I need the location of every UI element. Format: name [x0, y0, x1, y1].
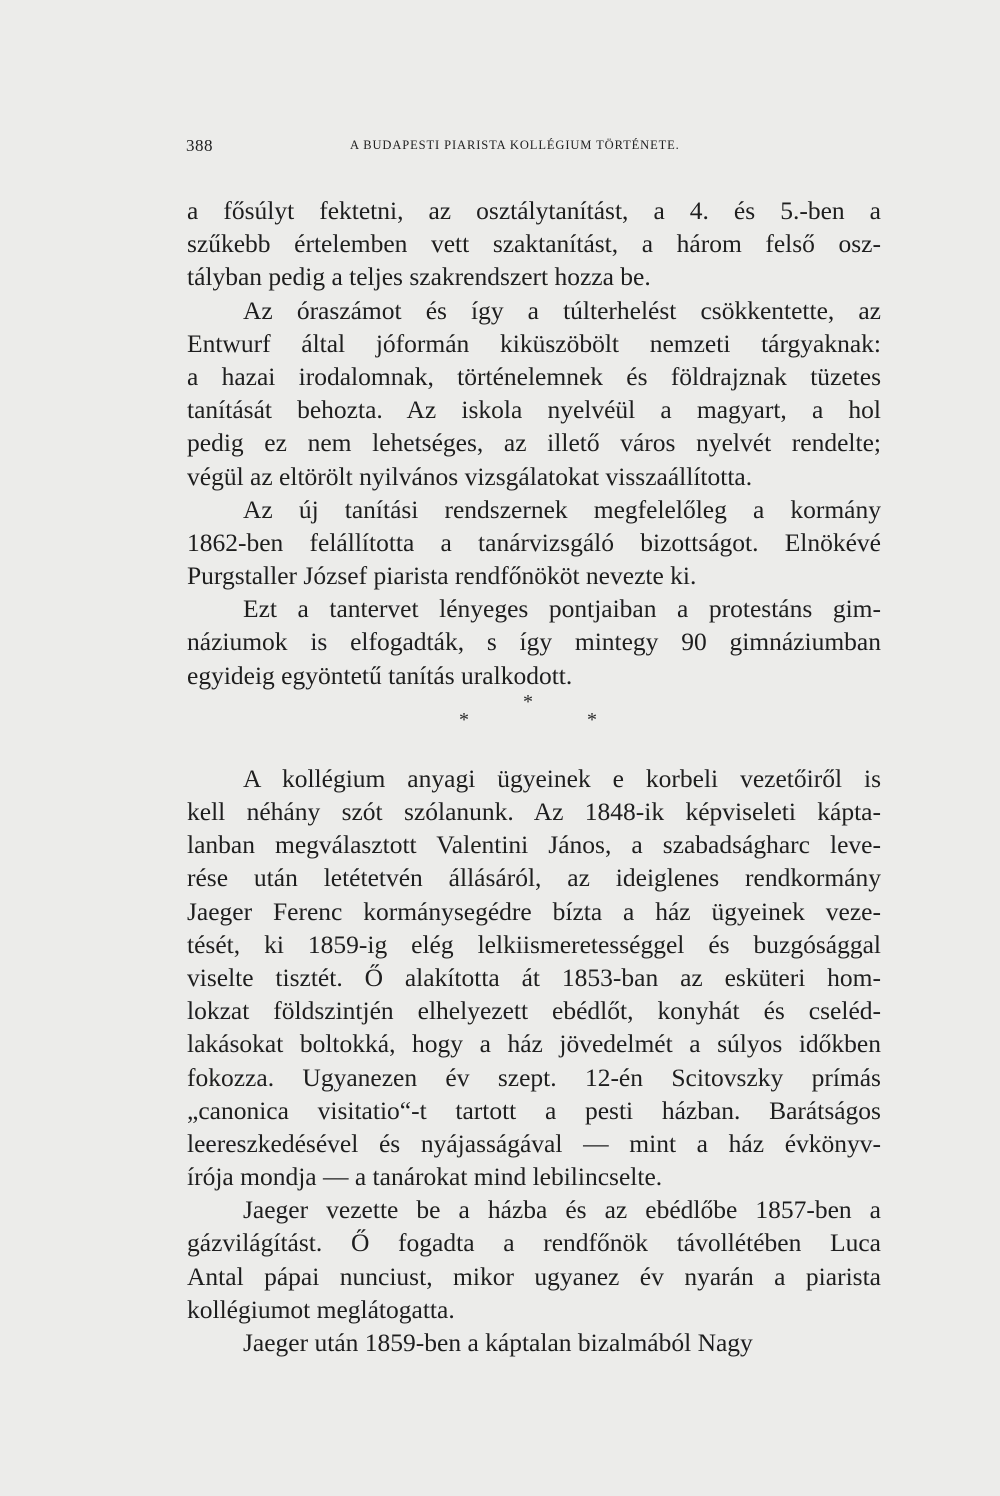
- text-line: lakásokat boltokká, hogy a ház jövedelmét a súlyos időkben: [187, 1029, 881, 1059]
- page-number: 388: [186, 136, 213, 155]
- text-line: 1862-ben felállította a tanárvizsgáló bizottságot. Elnökévé: [187, 527, 881, 557]
- text-line: tését, ki 1859-ig elég lelkiismeretességgel és buzgósággal: [187, 929, 881, 959]
- paragraph: [187, 1326, 881, 1359]
- text-line: lanban megválasztott Valentini János, a szabadságharc leve-: [187, 830, 881, 860]
- running-head: [186, 136, 880, 160]
- text-line: fokozza. Ugyanezen év szept. 12-én Scitovszky prímás: [187, 1062, 881, 1092]
- asterism-separator: [187, 692, 881, 762]
- paragraph: [187, 194, 881, 294]
- text-line: Ezt a tantervet lényeges pontjaiban a protestáns gim-: [243, 594, 881, 624]
- body-text: [187, 194, 881, 1359]
- paragraphs-before-separator: [187, 194, 881, 692]
- asterism-star-right: *: [587, 708, 597, 731]
- text-line: leereszkedésével és nyájasságával — mint a ház évkönyv-: [187, 1128, 881, 1158]
- text-line: tanítását behozta. Az iskola nyelvéül a magyart, a hol: [187, 395, 881, 425]
- text-line: Az óraszámot és így a túlterhelést csökkentette, az: [243, 295, 881, 325]
- text-line: náziumok is elfogadták, s így mintegy 90 gimnáziumban: [187, 627, 881, 657]
- text-line: Antal pápai nunciust, mikor ugyanez év nyarán a piarista: [187, 1261, 881, 1291]
- text-line: A kollégium anyagi ügyeinek e korbeli vezetőiről is: [243, 763, 881, 793]
- text-line: a hazai irodalomnak, történelemnek és földrajznak tüzetes: [187, 361, 881, 391]
- text-line: tályban pedig a teljes szakrendszert hozza be.: [187, 262, 651, 292]
- text-line: Purgstaller József piarista rendfőnököt nevezte ki.: [187, 561, 697, 591]
- paragraph: [187, 762, 881, 1193]
- text-line: végül az eltörölt nyilvános vizsgálatokat visszaállította.: [187, 461, 753, 491]
- text-line: Entwurf által jóformán kiküszöbölt nemzeti tárgyaknak:: [187, 328, 881, 358]
- text-line: Jaeger vezette be a házba és az ebédlőbe 1857-ben a: [243, 1195, 881, 1225]
- paragraphs-after-separator: [187, 762, 881, 1359]
- text-line: „canonica visitatio“-t tartott a pesti házban. Barátságos: [187, 1095, 881, 1125]
- text-line: gázvilágítást. Ő fogadta a rendfőnök távollétében Luca: [187, 1228, 881, 1258]
- paragraph: [187, 592, 881, 692]
- paragraph: [187, 493, 881, 593]
- asterism-star-top: *: [523, 690, 533, 713]
- paragraph: [187, 294, 881, 493]
- text-line: a fősúlyt fektetni, az osztálytanítást, a 4. és 5.-ben a: [187, 196, 881, 225]
- text-line: Jaeger Ferenc kormánysegédre bízta a ház ügyeinek veze-: [187, 896, 881, 926]
- text-line: írója mondja — a tanárokat mind lebilincselte.: [187, 1162, 663, 1192]
- text-line: pedig ez nem lehetséges, az illető város nyelvét rendelte;: [187, 428, 881, 458]
- text-line: rése után letétetvén állásáról, az ideiglenes rendkormány: [187, 863, 881, 893]
- text-line: lokzat földszintjén elhelyezett ebédlőt, konyhát és cseléd-: [187, 996, 881, 1026]
- asterism-star-left: *: [459, 708, 469, 731]
- text-line: szűkebb értelemben vett szaktanítást, a három felső osz-: [187, 229, 881, 259]
- text-line: egyideig egyöntetű tanítás uralkodott.: [187, 660, 573, 690]
- text-line: kollégiumot meglátogatta.: [187, 1294, 455, 1324]
- text-line: Jaeger után 1859-ben a káptalan bizalmából Nagy: [243, 1328, 753, 1357]
- paragraph: [187, 1193, 881, 1326]
- text-line: viselte tisztét. Ő alakította át 1853-ban az esküteri hom-: [187, 962, 881, 992]
- running-title: A BUDAPESTI PIARISTA KOLLÉGIUM TÖRTÉNETE.: [350, 138, 680, 152]
- text-line: kell néhány szót szólanunk. Az 1848-ik képviseleti kápta-: [187, 797, 881, 826]
- text-line: Az új tanítási rendszernek megfelelőleg a kormány: [243, 494, 881, 524]
